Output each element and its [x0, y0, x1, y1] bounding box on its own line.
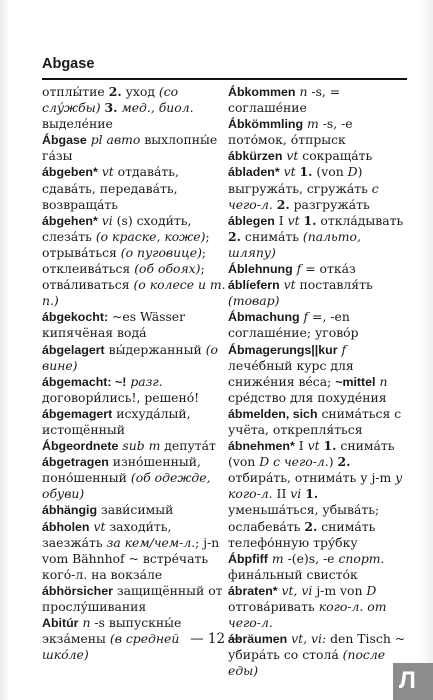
entry-text: выделе́ние: [42, 116, 113, 132]
entry-text: ; отрыва́ться: [42, 228, 210, 260]
dictionary-entry: [42, 502, 228, 518]
entry-label: n: [82, 615, 91, 631]
dictionary-entry: [228, 342, 410, 406]
entry-label: разг.: [130, 373, 163, 389]
entry-label: f: [296, 261, 302, 277]
entry-sense-number: 2.: [228, 228, 241, 244]
dictionary-entry: [42, 519, 228, 583]
entry-headword: ~mittel: [335, 374, 376, 389]
entry-label: (о вине): [42, 341, 218, 373]
entry-label: у кого-л.: [228, 470, 403, 502]
entry-text: = отка́з: [301, 261, 356, 277]
entry-label: vt: [101, 164, 114, 180]
dictionary-entry: [42, 438, 228, 454]
entry-headword: áblegen: [228, 213, 275, 228]
entry-headword: Ábmagerungs||kur: [228, 342, 338, 357]
entry-sense-number: 2.: [108, 84, 122, 99]
dictionary-entry: [228, 551, 410, 583]
entry-text: изно́шенный, поно́шенный: [42, 454, 201, 486]
entry-text: ): [328, 454, 338, 470]
entry-text: заходи́ть, заезжа́ть: [42, 518, 172, 550]
dictionary-entry: [228, 164, 410, 212]
entry-sense-number: 1.: [299, 164, 313, 180]
entry-text: ; отклеива́ться: [42, 244, 207, 277]
entry-text: -s, = соглаше́ние: [228, 84, 341, 116]
entry-label: мед., биол.: [121, 100, 194, 116]
dictionary-entry: [42, 583, 228, 615]
entry-text: разгружа́ть: [289, 196, 370, 212]
dictionary-entry: [42, 164, 228, 212]
entry-label: vt: [286, 148, 299, 164]
entry-label: vt, vi: [281, 582, 313, 598]
entry-text: ; j-n vom Bähnhof ~ встре́чать кого́-л. на вокза́ле: [42, 534, 220, 582]
entry-headword: ábgeben*: [42, 165, 98, 180]
publisher-logo-icon: [393, 663, 433, 700]
entry-text: отбира́ть, отнима́ть у j-m: [228, 470, 396, 486]
entry-sense-number: 1.: [323, 438, 337, 454]
entry-headword: ábgehen*: [42, 213, 98, 228]
entry-text: сре́дство для похуде́ния: [228, 389, 387, 405]
entry-label: кого-л. от чего-л.: [228, 599, 387, 631]
entry-headword: ábgekocht:: [42, 310, 109, 325]
page-header-guide-word: Abgase: [42, 56, 95, 72]
entry-text: -s выпускны́е экза́мены: [42, 615, 182, 647]
left-column: [42, 84, 228, 663]
entry-label: (о пуговице): [120, 244, 202, 260]
entry-text: выхлопны́е га́зы: [42, 132, 218, 164]
entry-text: ) выгружа́ть, сгружа́ть: [228, 164, 372, 196]
dictionary-entry: [228, 438, 410, 551]
entry-headword: Ábmachung: [228, 310, 300, 325]
entry-headword: ábgetragen: [42, 455, 109, 470]
entry-label: с чего-л.: [228, 180, 379, 212]
entry-label: (об обоях): [134, 261, 201, 277]
entry-text: снима́ть (von: [228, 438, 395, 470]
entry-label: (со слу́жбы): [42, 84, 179, 116]
entry-headword: ábmelden, sich: [228, 406, 318, 421]
dictionary-entry: [228, 213, 410, 261]
entry-label: D: [366, 582, 377, 598]
entry-text: отдава́ть, сдава́ть, передава́ть, возвраща́ть: [42, 164, 179, 212]
entry-text: зави́симый: [97, 502, 174, 518]
entry-text: уход: [121, 84, 159, 99]
entry-sense-number: 1.: [305, 486, 319, 502]
entry-text: -(e)s, -e: [283, 550, 339, 566]
entry-label: за кем/чем-л.: [106, 534, 196, 550]
dictionary-entry: [42, 374, 228, 406]
dictionary-entry: [42, 84, 228, 132]
entry-label: (о краске, коже): [95, 228, 206, 244]
entry-text: снима́ть телефо́нную тру́бку: [228, 518, 376, 550]
entry-text: лече́бный курс для сниже́ния ве́са;: [228, 357, 354, 389]
entry-sense-number: 2.: [337, 454, 351, 470]
entry-text: den Tisch ~ убира́ть со стола́: [228, 631, 406, 663]
entry-text: j-m von: [312, 582, 367, 598]
entry-headword: Áblehnung: [228, 262, 293, 277]
dictionary-entry: [42, 342, 228, 374]
entry-label: pl авто: [90, 132, 141, 148]
entry-label: m: [271, 550, 284, 566]
entry-label: vt: [283, 164, 296, 180]
entry-text: ~es Wässer кипячёная вода́: [42, 309, 186, 341]
entry-text: вы́держанный: [104, 341, 206, 357]
entry-label: (в средней шко́ле): [42, 631, 180, 663]
page-number: — 12 —: [190, 631, 243, 647]
entry-text: II: [272, 486, 291, 502]
dictionary-entry: [42, 132, 228, 164]
entry-headword: Ábkömmling: [228, 117, 304, 132]
entry-text: отплы́тие: [42, 84, 109, 99]
entry-text: фина́льный свисто́к: [228, 566, 358, 582]
entry-headword: Ábgase: [42, 133, 87, 148]
entry-headword: áblíefern: [228, 278, 280, 293]
dictionary-entry: [42, 406, 228, 438]
entry-text: защищённый от прослу́шивания: [42, 582, 223, 614]
entry-label: vt: [307, 438, 320, 454]
dictionary-entry: [228, 583, 410, 631]
entry-sense-number: 2.: [304, 518, 318, 534]
dictionary-entry: [228, 261, 410, 277]
entry-text: поставля́ть: [295, 277, 373, 293]
entry-headword: ábladen*: [228, 165, 280, 180]
dictionary-entry: [228, 309, 410, 341]
entry-label: спорт.: [338, 550, 385, 566]
entry-text: отгова́ривать: [228, 599, 319, 614]
entry-sense-number: 1.: [303, 212, 317, 228]
entry-text: I: [274, 212, 288, 228]
entry-headword: Ábkommen: [228, 85, 296, 99]
entry-label: vt: [287, 212, 300, 228]
header-rule: [42, 78, 407, 80]
entry-text: (s) сходи́ть, слеза́ть: [42, 212, 192, 244]
entry-headword: ábgelagert: [42, 342, 105, 357]
entry-label: f: [341, 341, 347, 357]
entry-headword: ábräumen: [228, 632, 288, 647]
entry-headword: ábhängig: [42, 503, 98, 518]
entry-label: D: [347, 164, 358, 180]
entry-headword: ábnehmen*: [228, 439, 295, 454]
right-column: [228, 84, 410, 679]
entry-text: договори́лись!, решено́!: [42, 389, 200, 405]
entry-sense-number: 3.: [104, 100, 118, 116]
entry-headword: ábhörsicher: [42, 583, 113, 598]
entry-headword: ábgemacht: ~!: [42, 374, 127, 389]
entry-text: уменьша́ться, убыва́ть; ослабева́ть: [228, 502, 380, 534]
dictionary-entry: [228, 116, 410, 148]
entry-text: сокраща́ть: [298, 148, 373, 164]
entry-label: vt: [93, 518, 106, 534]
entry-label: D с чего-л.: [259, 454, 329, 470]
entry-label: f: [303, 309, 309, 325]
entry-headword: Ábpfiff: [228, 551, 268, 566]
entry-text: откла́дывать: [316, 212, 404, 228]
entry-label: m: [307, 116, 319, 132]
entry-text: ; отва́ливаться: [42, 261, 205, 293]
entry-text: исхуда́лый, истощённый: [42, 405, 191, 437]
entry-label: (после еды): [228, 647, 386, 679]
entry-text: -s, -e пото́мок, о́тпрыск: [228, 116, 353, 148]
entry-label: n: [299, 84, 308, 99]
dictionary-entry: [42, 213, 228, 310]
publisher-logo-letter: Л: [399, 667, 416, 694]
entry-text: депута́т: [160, 438, 216, 454]
entry-label: vi: [101, 212, 113, 228]
dictionary-entry: [228, 406, 410, 438]
entry-label: vt, vi:: [291, 631, 327, 647]
entry-label: sub m: [122, 438, 161, 454]
entry-label: (об одежде, обуви): [42, 470, 211, 502]
entry-label: vt: [283, 277, 296, 293]
entry-headword: ábholen: [42, 519, 90, 534]
entry-text: снима́ть: [240, 228, 303, 244]
entry-headword: Abitúr: [42, 616, 79, 631]
entry-text: (von: [312, 164, 348, 180]
dictionary-entry: [42, 309, 228, 341]
entry-label: n: [379, 373, 388, 389]
entry-text: снима́ться с учёта, открепля́ться: [228, 405, 402, 437]
entry-text: I: [294, 438, 308, 454]
entry-headword: Ábgeordnete: [42, 439, 119, 454]
dictionary-entry: [42, 454, 228, 502]
entry-headword: ábraten*: [228, 583, 278, 598]
dictionary-entry: [228, 277, 410, 309]
entry-label: (товар): [228, 293, 280, 309]
entry-sense-number: 2.: [276, 196, 290, 212]
entry-label: vi: [290, 486, 302, 502]
entry-text: =, -en соглаше́ние; угово́р: [228, 309, 359, 341]
entry-label: (о колесе и т. п.): [42, 277, 226, 309]
entry-headword: ábgemagert: [42, 406, 113, 421]
entry-label: (пальто, шляпу): [228, 228, 361, 260]
entry-headword: ábkürzen: [228, 149, 283, 164]
dictionary-entry: [228, 84, 410, 116]
dictionary-entry: [228, 148, 410, 164]
